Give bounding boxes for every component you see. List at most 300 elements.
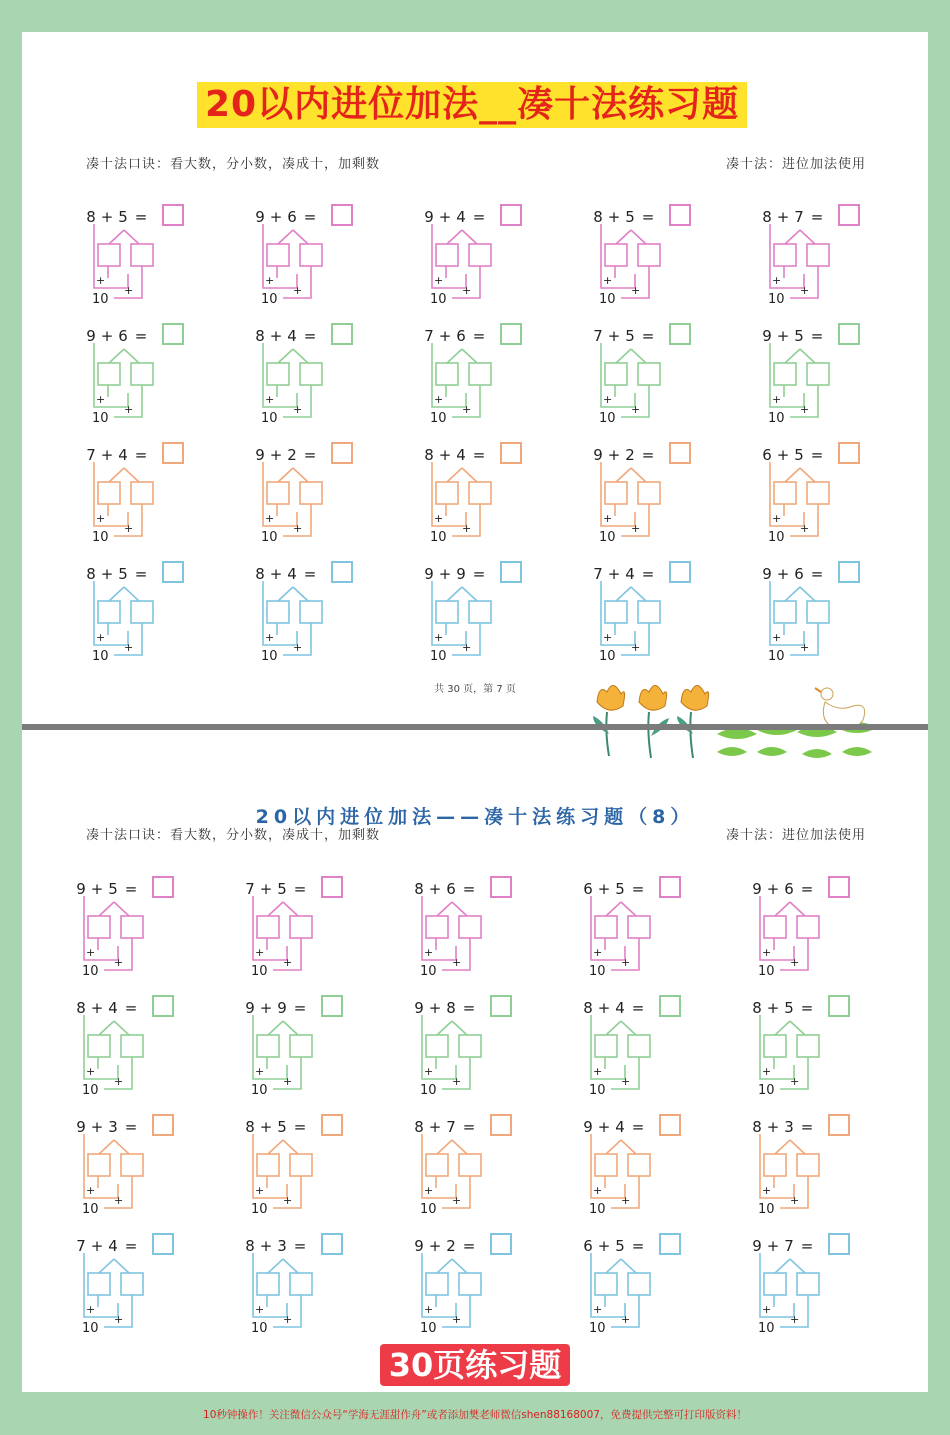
- problem-equation: [243, 1118, 311, 1136]
- addition-problem: [422, 208, 542, 308]
- addition-problem: [422, 446, 542, 546]
- plus-sign: +: [255, 1303, 265, 1316]
- problem-equation: [581, 1118, 649, 1136]
- plus-sign: +: [100, 565, 114, 583]
- plus-sign: +: [428, 1118, 442, 1136]
- problem-equation: [422, 327, 490, 345]
- plus-sign: +: [462, 284, 472, 297]
- plus-sign: +: [90, 1237, 104, 1255]
- ten-label: 10: [420, 1202, 437, 1217]
- ten-label: 10: [92, 292, 109, 307]
- plus-sign: +: [593, 1184, 603, 1197]
- addend-2: 2: [625, 446, 635, 464]
- plus-sign: +: [762, 1184, 772, 1197]
- addend-1: 9: [583, 1118, 593, 1136]
- ten-label: 10: [599, 530, 616, 545]
- ten-label: 10: [758, 1202, 775, 1217]
- problem-equation: [412, 1118, 480, 1136]
- equals-sign: =: [124, 999, 138, 1017]
- page-title: 20以内进位加法__凑十法练习题: [197, 82, 747, 128]
- answer-box[interactable]: [828, 995, 850, 1017]
- answer-box[interactable]: [669, 442, 691, 464]
- addend-2: 4: [456, 208, 466, 226]
- answer-box[interactable]: [659, 995, 681, 1017]
- ten-label: 10: [82, 1321, 99, 1336]
- plus-sign: +: [762, 946, 772, 959]
- answer-box[interactable]: [500, 442, 522, 464]
- addend-1: 8: [762, 208, 772, 226]
- problem-equation: [412, 999, 480, 1017]
- answer-box[interactable]: [321, 995, 343, 1017]
- problem-equation: [84, 208, 152, 226]
- plus-sign: +: [452, 1194, 462, 1207]
- plus-sign: +: [269, 565, 283, 583]
- problem-equation: [750, 999, 818, 1017]
- ten-label: 10: [261, 649, 278, 664]
- addition-problem: [760, 327, 880, 427]
- addend-2: 4: [456, 446, 466, 464]
- rule-mnemonic: 凑十法口诀：看大数，分小数，凑成十，加剩数: [86, 157, 381, 172]
- problem-equation: [750, 1237, 818, 1255]
- ten-label: 10: [589, 1321, 606, 1336]
- answer-box[interactable]: [838, 204, 860, 226]
- ten-label: 10: [261, 411, 278, 426]
- plus-sign: +: [766, 1237, 780, 1255]
- plus-sign: +: [293, 641, 303, 654]
- addend-2: 5: [277, 1118, 287, 1136]
- ten-label: 10: [768, 649, 785, 664]
- worksheet-page-7: [22, 32, 928, 726]
- plus-sign: +: [86, 1303, 96, 1316]
- plus-sign: +: [428, 999, 442, 1017]
- addend-2: 5: [625, 327, 635, 345]
- problem-equation: [412, 880, 480, 898]
- plus-sign: +: [452, 956, 462, 969]
- problem-equation: [74, 1237, 142, 1255]
- addend-1: 8: [414, 1118, 424, 1136]
- equals-sign: =: [134, 565, 148, 583]
- addition-problem: [760, 208, 880, 308]
- answer-box[interactable]: [838, 442, 860, 464]
- ten-label: 10: [599, 649, 616, 664]
- addition-problem: [253, 327, 373, 427]
- addition-problem: [253, 208, 373, 308]
- plus-sign: +: [124, 522, 134, 535]
- addend-1: 9: [414, 999, 424, 1017]
- ten-label: 10: [261, 530, 278, 545]
- addend-1: 8: [583, 999, 593, 1017]
- problem-equation: [84, 327, 152, 345]
- plus-sign: +: [265, 393, 275, 406]
- addition-problem: [243, 999, 363, 1099]
- answer-box[interactable]: [162, 442, 184, 464]
- answer-box[interactable]: [331, 323, 353, 345]
- answer-box[interactable]: [162, 323, 184, 345]
- plus-sign: +: [762, 1303, 772, 1316]
- plus-sign: +: [259, 1118, 273, 1136]
- plus-sign: +: [124, 284, 134, 297]
- problem-equation: [591, 208, 659, 226]
- addend-1: 8: [76, 999, 86, 1017]
- answer-box[interactable]: [152, 995, 174, 1017]
- plus-sign: +: [100, 327, 114, 345]
- ten-label: 10: [768, 411, 785, 426]
- addition-problem: [760, 565, 880, 665]
- plus-sign: +: [776, 327, 790, 345]
- answer-box[interactable]: [828, 1114, 850, 1136]
- answer-box[interactable]: [669, 323, 691, 345]
- equals-sign: =: [462, 1118, 476, 1136]
- plus-sign: +: [86, 946, 96, 959]
- equals-sign: =: [462, 880, 476, 898]
- addend-1: 7: [593, 327, 603, 345]
- answer-box[interactable]: [490, 1233, 512, 1255]
- addition-problem: [253, 565, 373, 665]
- plus-sign: +: [96, 631, 106, 644]
- equals-sign: =: [641, 208, 655, 226]
- plus-sign: +: [124, 641, 134, 654]
- answer-box[interactable]: [152, 1114, 174, 1136]
- answer-box[interactable]: [331, 442, 353, 464]
- addend-2: 2: [446, 1237, 456, 1255]
- addend-2: 5: [625, 208, 635, 226]
- answer-box[interactable]: [331, 204, 353, 226]
- plus-sign: +: [86, 1065, 96, 1078]
- problem-equation: [243, 999, 311, 1017]
- plus-sign: +: [790, 1313, 800, 1326]
- answer-box[interactable]: [490, 1114, 512, 1136]
- plus-sign: +: [462, 403, 472, 416]
- answer-box[interactable]: [828, 1233, 850, 1255]
- problem-equation: [581, 1237, 649, 1255]
- addend-1: 6: [583, 880, 593, 898]
- problem-equation: [412, 1237, 480, 1255]
- plus-sign: +: [607, 446, 621, 464]
- equals-sign: =: [124, 1237, 138, 1255]
- addend-2: 4: [615, 999, 625, 1017]
- ten-label: 10: [82, 1202, 99, 1217]
- plus-sign: +: [462, 641, 472, 654]
- ten-label: 10: [420, 1321, 437, 1336]
- ten-label: 10: [251, 964, 268, 979]
- addend-2: 9: [277, 999, 287, 1017]
- equals-sign: =: [800, 1237, 814, 1255]
- equals-sign: =: [631, 1118, 645, 1136]
- footer-notice: 10秒钟操作！关注微信公众号“学海无涯甜作舟”或者添加樊老师微信shen88168007，免费提供完整可打印版资料！: [203, 1409, 747, 1421]
- plus-sign: +: [255, 1065, 265, 1078]
- plus-sign: +: [424, 1065, 434, 1078]
- plus-sign: +: [114, 956, 124, 969]
- addition-problem: [84, 208, 204, 308]
- addend-1: 8: [752, 1118, 762, 1136]
- plus-sign: +: [593, 946, 603, 959]
- ten-label: 10: [92, 649, 109, 664]
- plus-sign: +: [631, 641, 641, 654]
- problem-equation: [581, 880, 649, 898]
- plus-sign: +: [800, 522, 810, 535]
- equals-sign: =: [124, 880, 138, 898]
- problem-equation: [74, 880, 142, 898]
- plus-sign: +: [800, 403, 810, 416]
- ten-label: 10: [430, 292, 447, 307]
- addend-1: 8: [255, 327, 265, 345]
- plus-sign: +: [621, 1313, 631, 1326]
- answer-box[interactable]: [838, 323, 860, 345]
- ten-label: 10: [430, 530, 447, 545]
- equals-sign: =: [303, 446, 317, 464]
- ten-label: 10: [82, 964, 99, 979]
- answer-box[interactable]: [500, 323, 522, 345]
- addition-problem: [581, 1237, 701, 1337]
- answer-box[interactable]: [162, 204, 184, 226]
- plus-sign: +: [293, 403, 303, 416]
- plus-sign: +: [790, 1075, 800, 1088]
- plus-sign: +: [269, 446, 283, 464]
- plus-sign: +: [597, 880, 611, 898]
- rule-mnemonic: 凑十法口诀：看大数，分小数，凑成十，加剩数: [86, 828, 381, 843]
- equals-sign: =: [800, 999, 814, 1017]
- plus-sign: +: [283, 1313, 293, 1326]
- plus-sign: +: [269, 327, 283, 345]
- addition-problem: [253, 446, 373, 546]
- addition-problem: [581, 880, 701, 980]
- addend-2: 7: [784, 1237, 794, 1255]
- problem-equation: [74, 1118, 142, 1136]
- plus-sign: +: [597, 1237, 611, 1255]
- ten-label: 10: [251, 1202, 268, 1217]
- answer-box[interactable]: [162, 561, 184, 583]
- addend-2: 5: [794, 327, 804, 345]
- addend-1: 9: [76, 1118, 86, 1136]
- plus-sign: +: [283, 956, 293, 969]
- addend-2: 3: [784, 1118, 794, 1136]
- addition-problem: [74, 880, 194, 980]
- addend-2: 6: [287, 208, 297, 226]
- plus-sign: +: [607, 208, 621, 226]
- equals-sign: =: [472, 327, 486, 345]
- plus-sign: +: [424, 1303, 434, 1316]
- plus-sign: +: [772, 393, 782, 406]
- plus-sign: +: [428, 1237, 442, 1255]
- plus-sign: +: [621, 1075, 631, 1088]
- ten-label: 10: [589, 1083, 606, 1098]
- worksheet-paper: [22, 32, 928, 1392]
- answer-box[interactable]: [838, 561, 860, 583]
- addition-problem: [422, 565, 542, 665]
- plus-sign: +: [438, 446, 452, 464]
- plus-sign: +: [462, 522, 472, 535]
- equals-sign: =: [293, 1118, 307, 1136]
- answer-box[interactable]: [152, 1233, 174, 1255]
- plus-sign: +: [100, 208, 114, 226]
- answer-box[interactable]: [321, 876, 343, 898]
- plus-sign: +: [452, 1075, 462, 1088]
- plus-sign: +: [86, 1184, 96, 1197]
- equals-sign: =: [472, 208, 486, 226]
- problem-equation: [253, 208, 321, 226]
- addend-1: 8: [255, 565, 265, 583]
- equals-sign: =: [800, 1118, 814, 1136]
- problem-equation: [84, 565, 152, 583]
- plus-sign: +: [603, 393, 613, 406]
- plus-sign: +: [593, 1303, 603, 1316]
- problem-equation: [591, 327, 659, 345]
- problem-equation: [84, 446, 152, 464]
- addend-2: 5: [118, 565, 128, 583]
- addition-problem: [84, 327, 204, 427]
- answer-box[interactable]: [500, 204, 522, 226]
- plus-sign: +: [434, 631, 444, 644]
- plus-sign: +: [766, 999, 780, 1017]
- addend-1: 9: [414, 1237, 424, 1255]
- addend-2: 4: [108, 1237, 118, 1255]
- addition-problem: [74, 999, 194, 1099]
- addend-1: 9: [76, 880, 86, 898]
- ten-label: 10: [599, 292, 616, 307]
- plus-sign: +: [631, 522, 641, 535]
- plus-sign: +: [434, 274, 444, 287]
- equals-sign: =: [800, 880, 814, 898]
- plus-sign: +: [593, 1065, 603, 1078]
- ten-label: 10: [589, 964, 606, 979]
- answer-box[interactable]: [331, 561, 353, 583]
- addend-1: 9: [424, 208, 434, 226]
- plus-sign: +: [607, 327, 621, 345]
- plus-sign: +: [259, 1237, 273, 1255]
- plus-sign: +: [90, 1118, 104, 1136]
- addend-1: 8: [424, 446, 434, 464]
- addend-2: 3: [108, 1118, 118, 1136]
- addend-2: 9: [456, 565, 466, 583]
- plus-sign: +: [124, 403, 134, 416]
- addend-1: 9: [762, 565, 772, 583]
- answer-box[interactable]: [659, 876, 681, 898]
- equals-sign: =: [472, 565, 486, 583]
- addend-1: 8: [752, 999, 762, 1017]
- addend-1: 8: [86, 208, 96, 226]
- plus-sign: +: [772, 274, 782, 287]
- addition-problem: [412, 1237, 532, 1337]
- rule-usage: 凑十法：进位加法使用: [725, 828, 866, 843]
- plus-sign: +: [255, 946, 265, 959]
- addend-1: 9: [593, 446, 603, 464]
- addend-1: 7: [245, 880, 255, 898]
- addend-1: 9: [762, 327, 772, 345]
- addend-2: 2: [287, 446, 297, 464]
- equals-sign: =: [134, 446, 148, 464]
- plus-sign: +: [452, 1313, 462, 1326]
- answer-box[interactable]: [500, 561, 522, 583]
- answer-box[interactable]: [669, 561, 691, 583]
- answer-box[interactable]: [321, 1233, 343, 1255]
- plus-sign: +: [772, 512, 782, 525]
- problem-equation: [253, 327, 321, 345]
- addend-1: 8: [414, 880, 424, 898]
- addend-2: 4: [108, 999, 118, 1017]
- addend-1: 7: [424, 327, 434, 345]
- equals-sign: =: [303, 565, 317, 583]
- problem-equation: [422, 446, 490, 464]
- answer-box[interactable]: [490, 876, 512, 898]
- answer-box[interactable]: [321, 1114, 343, 1136]
- addition-problem: [581, 999, 701, 1099]
- plus-sign: +: [438, 208, 452, 226]
- plus-sign: +: [607, 565, 621, 583]
- problem-equation: [591, 565, 659, 583]
- plus-sign: +: [265, 631, 275, 644]
- ten-label: 10: [82, 1083, 99, 1098]
- problem-equation: [750, 1118, 818, 1136]
- addend-2: 6: [456, 327, 466, 345]
- addition-problem: [74, 1118, 194, 1218]
- answer-box[interactable]: [659, 1114, 681, 1136]
- addend-1: 8: [245, 1237, 255, 1255]
- answer-box[interactable]: [659, 1233, 681, 1255]
- addend-1: 7: [86, 446, 96, 464]
- page-title: 20以内进位加法——凑十法练习题（8）: [255, 806, 695, 828]
- answer-box[interactable]: [669, 204, 691, 226]
- problem-equation: [253, 565, 321, 583]
- plus-sign: +: [100, 446, 114, 464]
- plus-sign: +: [114, 1075, 124, 1088]
- equals-sign: =: [303, 208, 317, 226]
- plus-sign: +: [762, 1065, 772, 1078]
- equals-sign: =: [462, 1237, 476, 1255]
- addend-1: 8: [593, 208, 603, 226]
- ten-label: 10: [758, 1321, 775, 1336]
- plus-sign: +: [96, 512, 106, 525]
- answer-box[interactable]: [490, 995, 512, 1017]
- problem-equation: [760, 446, 828, 464]
- problem-equation: [243, 880, 311, 898]
- ten-label: 10: [251, 1321, 268, 1336]
- addend-2: 4: [615, 1118, 625, 1136]
- plus-sign: +: [424, 1184, 434, 1197]
- addend-2: 5: [615, 880, 625, 898]
- problem-equation: [750, 880, 818, 898]
- addition-problem: [750, 999, 870, 1099]
- ten-label: 10: [768, 530, 785, 545]
- addition-problem: [591, 327, 711, 427]
- addition-problem: [760, 446, 880, 546]
- plus-sign: +: [283, 1194, 293, 1207]
- addend-1: 9: [752, 1237, 762, 1255]
- ten-label: 10: [251, 1083, 268, 1098]
- problem-equation: [253, 446, 321, 464]
- plus-sign: +: [283, 1075, 293, 1088]
- plus-sign: +: [434, 393, 444, 406]
- problem-equation: [422, 565, 490, 583]
- equals-sign: =: [641, 327, 655, 345]
- ten-label: 10: [758, 1083, 775, 1098]
- answer-box[interactable]: [152, 876, 174, 898]
- answer-box[interactable]: [828, 876, 850, 898]
- addition-problem: [243, 1118, 363, 1218]
- equals-sign: =: [124, 1118, 138, 1136]
- promo-banner: 30页练习题: [380, 1344, 570, 1386]
- ten-label: 10: [768, 292, 785, 307]
- addend-2: 6: [446, 880, 456, 898]
- equals-sign: =: [641, 446, 655, 464]
- addend-1: 6: [762, 446, 772, 464]
- plus-sign: +: [772, 631, 782, 644]
- plus-sign: +: [776, 208, 790, 226]
- addend-2: 5: [277, 880, 287, 898]
- problem-equation: [760, 208, 828, 226]
- equals-sign: =: [631, 880, 645, 898]
- addend-1: 9: [245, 999, 255, 1017]
- addend-1: 7: [76, 1237, 86, 1255]
